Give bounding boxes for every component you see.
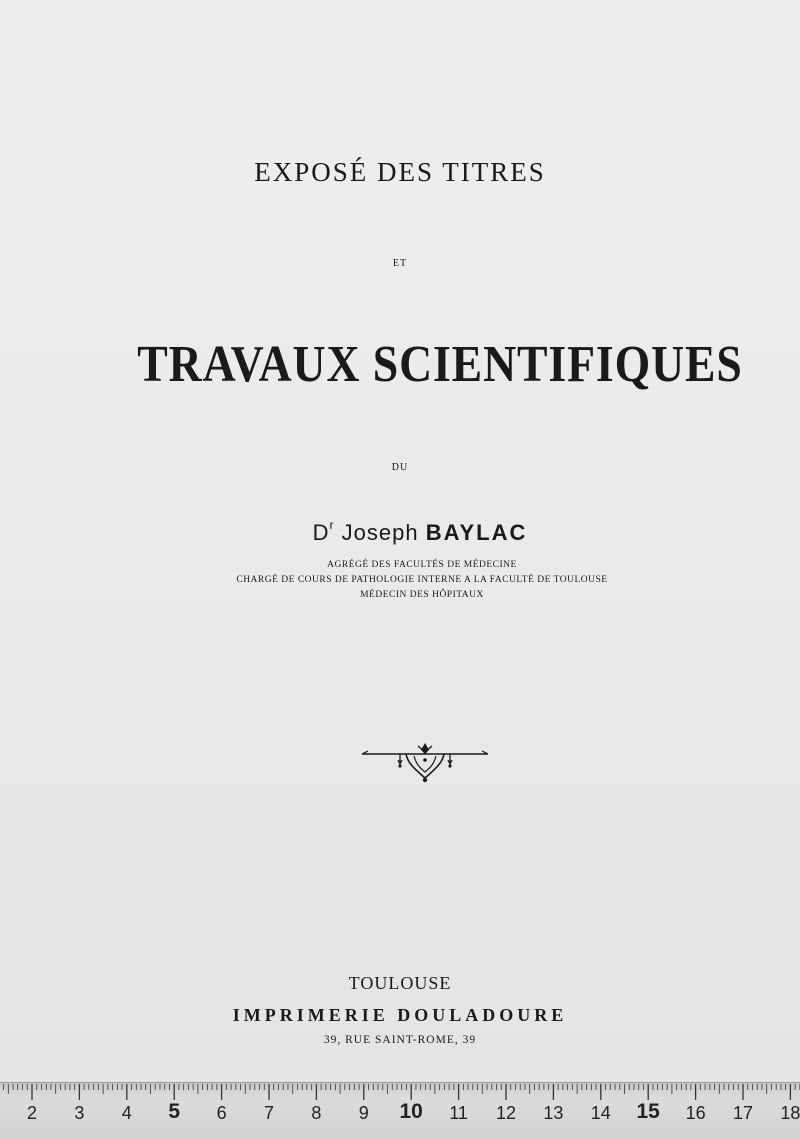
credential-line: MÉDECIN DES HÔPITAUX: [360, 590, 484, 600]
conjunction-text: ET: [392, 258, 408, 269]
ruler-number: 6: [216, 1103, 227, 1123]
printer-name: IMPRIMERIE DOULADOURE: [232, 1005, 568, 1025]
author-first-name: Joseph: [341, 520, 419, 545]
publication-city: TOULOUSE: [348, 973, 452, 993]
ruler-number: 18: [780, 1103, 800, 1123]
ruler-number: 12: [495, 1103, 517, 1123]
ruler-number: 17: [732, 1103, 754, 1123]
ruler-number: 15: [636, 1100, 660, 1123]
ruler-number: 8: [311, 1103, 322, 1123]
preposition-text: DU: [391, 462, 409, 473]
author-name: [20, 520, 800, 546]
author-last-name: BAYLAC: [425, 520, 528, 545]
measuring-ruler: [0, 1082, 800, 1139]
ruler-number: 3: [74, 1103, 85, 1123]
credential-line: CHARGÉ DE COURS DE PATHOLOGIE INTERNE A LA FACULTÉ DE TOULOUSE: [236, 575, 608, 585]
ruler-number: 5: [168, 1100, 181, 1123]
ruler-number: 13: [543, 1103, 564, 1123]
ruler-number: 10: [399, 1100, 423, 1123]
ruler-number: 4: [121, 1103, 132, 1123]
ruler-number: 14: [590, 1103, 611, 1123]
author-prefix: D: [312, 520, 330, 545]
fleuron-ornament-icon: [360, 740, 490, 786]
printer-address: 39, RUE SAINT-ROME, 39: [323, 1034, 477, 1046]
ruler-number: 11: [449, 1103, 468, 1123]
ruler-number: 7: [263, 1103, 275, 1123]
ruler-number: 9: [358, 1103, 369, 1123]
ruler-number: 16: [685, 1103, 706, 1123]
main-title: TRAVAUX SCIENTIFIQUES: [137, 336, 743, 393]
credential-line: AGRÉGÉ DES FACULTÉS DE MÉDECINE: [327, 560, 517, 570]
ruler-number: 2: [26, 1103, 38, 1123]
author-prefix-sup: r: [329, 518, 335, 532]
heading-top: EXPOSÉ DES TITRES: [254, 157, 546, 187]
